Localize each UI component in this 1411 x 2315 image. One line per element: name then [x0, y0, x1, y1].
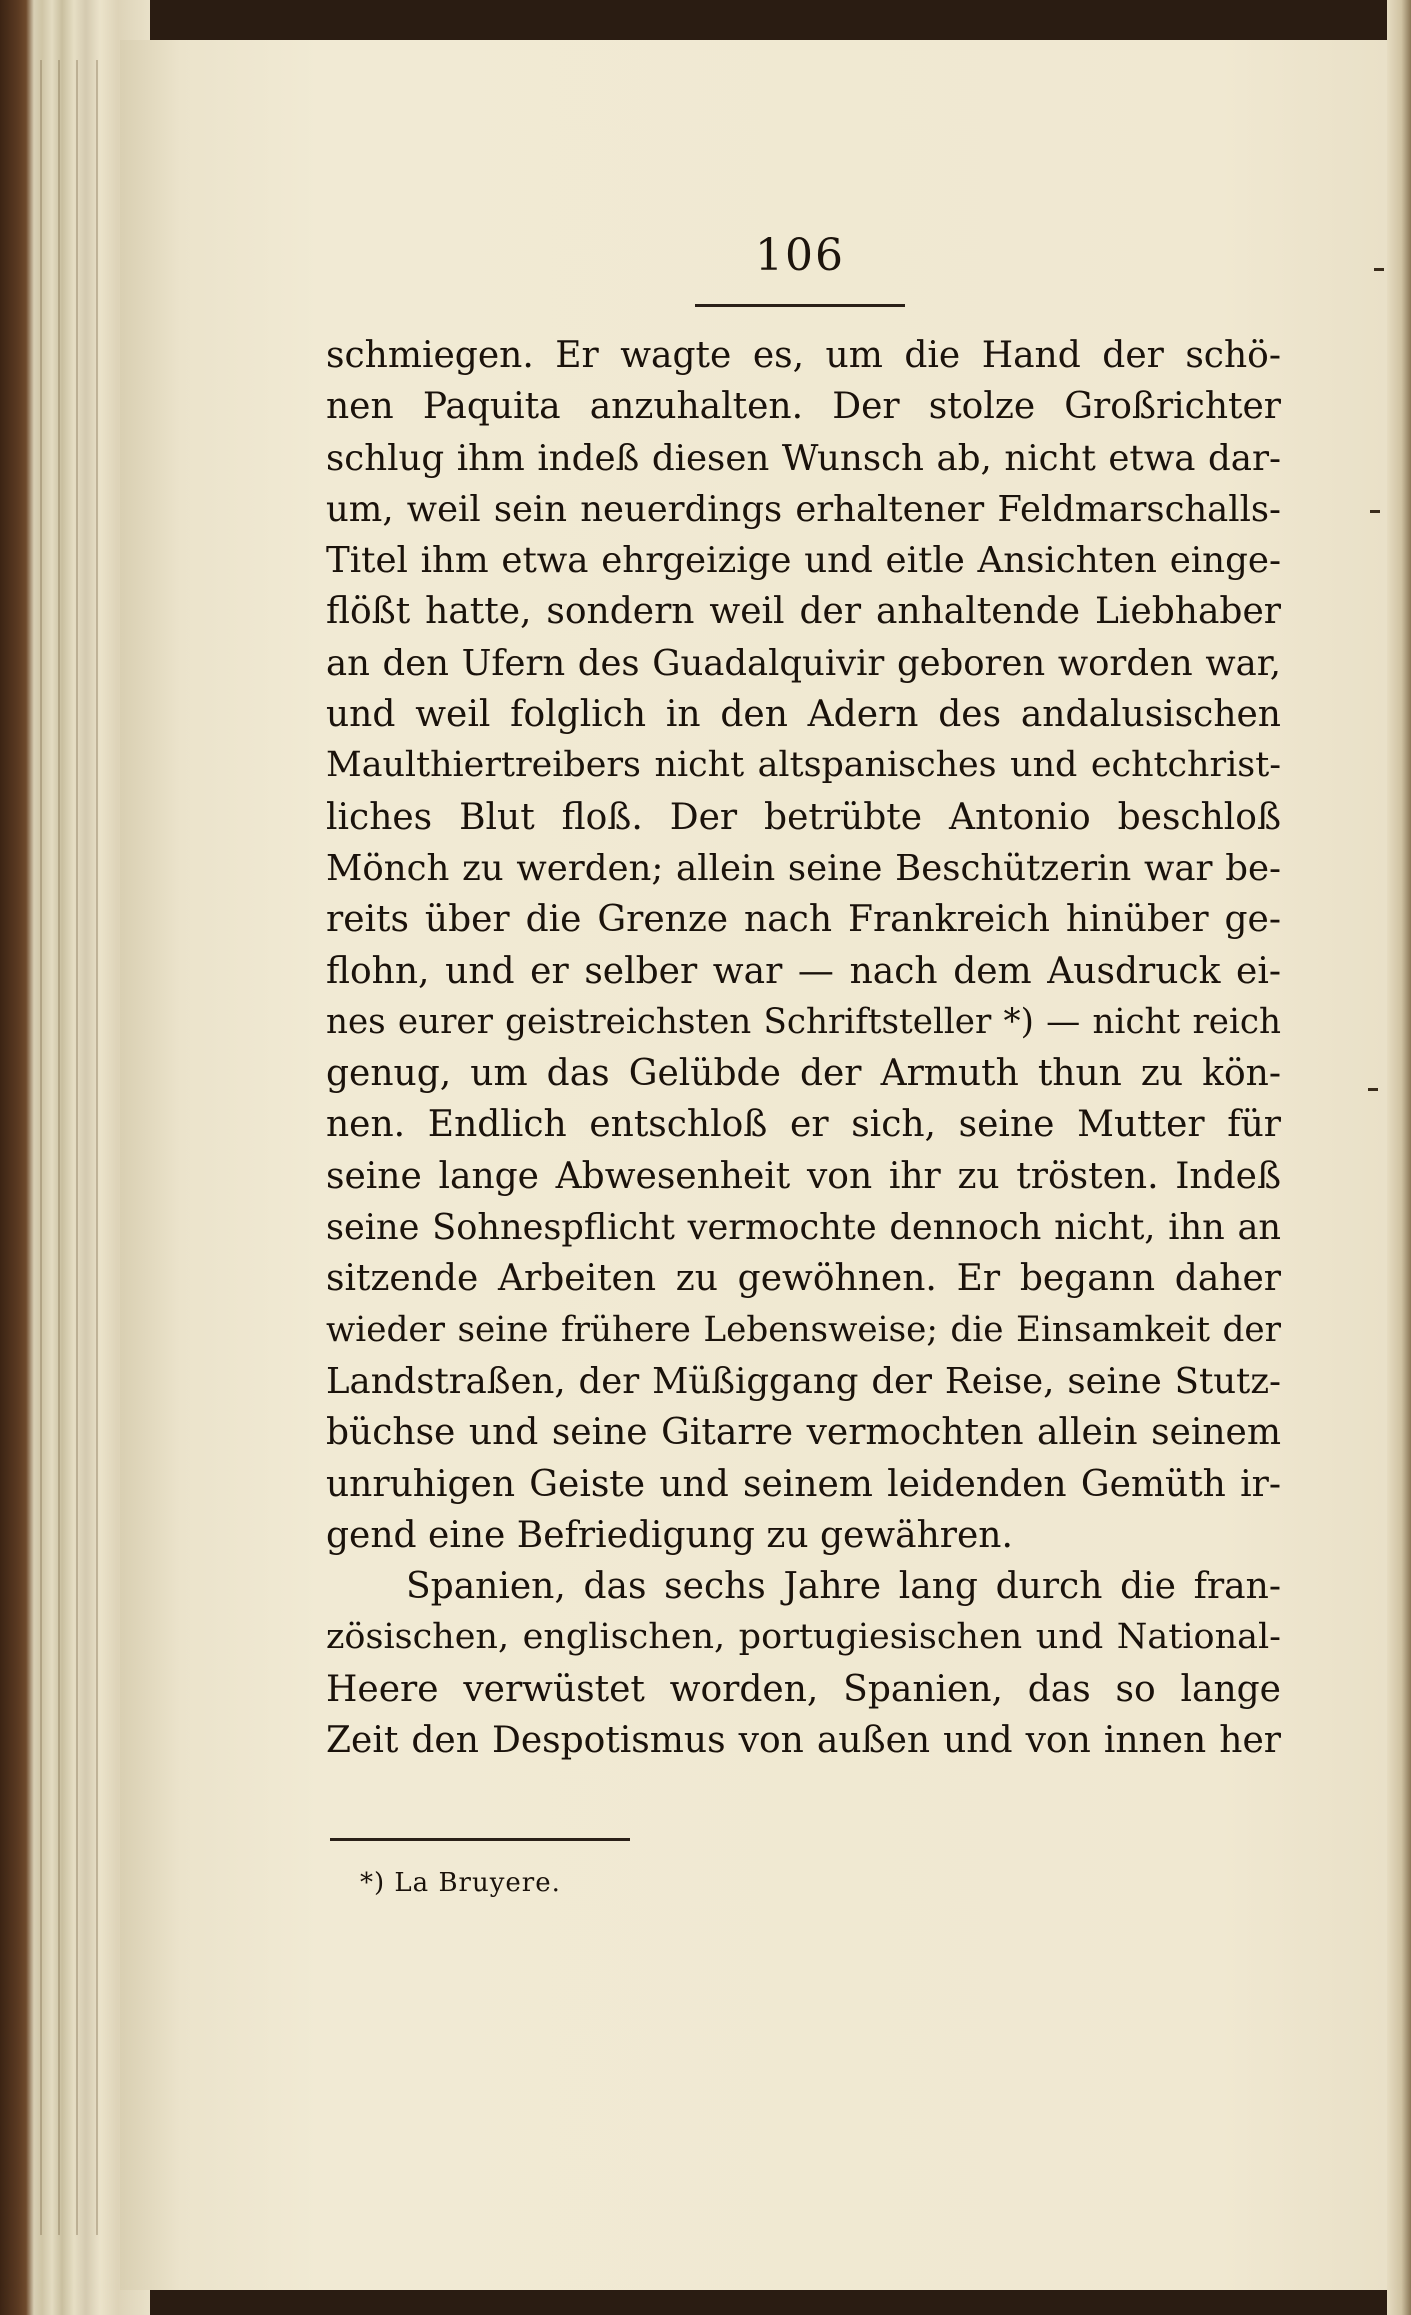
text-line: Titel ihm etwa ehrgeizige und eitle Ansichten einge-	[326, 540, 1281, 582]
footnote: *) La Bruyere.	[360, 1868, 561, 1898]
text-line: zösischen, englischen, portugiesischen und National-	[326, 1617, 1281, 1658]
text-line: reits über die Grenze nach Frankreich hinüber ge-	[326, 899, 1281, 941]
text-line: Mönch zu werden; allein seine Beschützerin war be-	[326, 847, 1281, 889]
text-line: wieder seine frühere Lebensweise; die Einsamkeit der	[326, 1309, 1281, 1350]
text-line: flohn, und er selber war — nach dem Ausdruck ei-	[326, 950, 1281, 992]
text-line: Spanien, das sechs Jahre lang durch die fran-	[406, 1566, 1281, 1608]
header-rule	[695, 304, 905, 307]
page-edge-line	[40, 60, 42, 2235]
text-line: schlug ihm indeß diesen Wunsch ab, nicht etwa dar-	[326, 437, 1281, 479]
text-line: liches Blut floß. Der betrübte Antonio beschloß	[326, 796, 1281, 838]
text-line: flößt hatte, sondern weil der anhaltende Liebhaber	[326, 591, 1281, 633]
text-line: unruhigen Geiste und seinem leidenden Gemüth ir-	[326, 1463, 1281, 1505]
text-line: sitzende Arbeiten zu gewöhnen. Er begann daher	[326, 1258, 1281, 1300]
text-line: Heere verwüstet worden, Spanien, das so lange	[326, 1668, 1281, 1710]
margin-mark	[1374, 268, 1384, 271]
page-right-edge	[1387, 0, 1411, 2315]
page-edge-line	[76, 60, 78, 2235]
text-line: seine lange Abwesenheit von ihr zu trösten. Indeß	[326, 1155, 1281, 1197]
page-edge-line	[58, 60, 60, 2235]
page-number: 106	[755, 230, 845, 281]
body-text	[326, 330, 1281, 1766]
margin-mark	[1368, 1088, 1378, 1091]
text-line: schmiegen. Er wagte es, um die Hand der schö-	[326, 335, 1281, 376]
text-line: um, weil sein neuerdings erhaltener Feldmarschalls-	[326, 488, 1281, 530]
text-line: gend eine Befriedigung zu gewähren.	[326, 1514, 1013, 1556]
text-line: und weil folglich in den Adern des andalusischen	[326, 694, 1281, 736]
text-line: nen Paquita anzuhalten. Der stolze Großrichter	[326, 386, 1281, 428]
text-line: seine Sohnespflicht vermochte dennoch nicht, ihn an	[326, 1207, 1281, 1249]
text-line: nen. Endlich entschloß er sich, seine Mutter für	[326, 1104, 1281, 1146]
text-line: büchse und seine Gitarre vermochten allein seinem	[326, 1412, 1281, 1454]
page-edge-line	[96, 60, 98, 2235]
text-line: nes eurer geistreichsten Schriftsteller *) — nicht reich	[326, 1001, 1281, 1042]
text-line: an den Ufern des Guadalquivir geboren worden war,	[326, 642, 1281, 684]
text-line: Zeit den Despotismus von außen und von innen her	[326, 1720, 1281, 1762]
margin-mark	[1370, 510, 1380, 513]
text-line: Maulthiertreibers nicht altspanisches und echtchrist-	[326, 745, 1281, 786]
text-line: genug, um das Gelübde der Armuth thun zu kön-	[326, 1053, 1281, 1095]
footnote-rule	[330, 1838, 630, 1841]
text-line: Landstraßen, der Müßiggang der Reise, seine Stutz-	[326, 1360, 1281, 1402]
